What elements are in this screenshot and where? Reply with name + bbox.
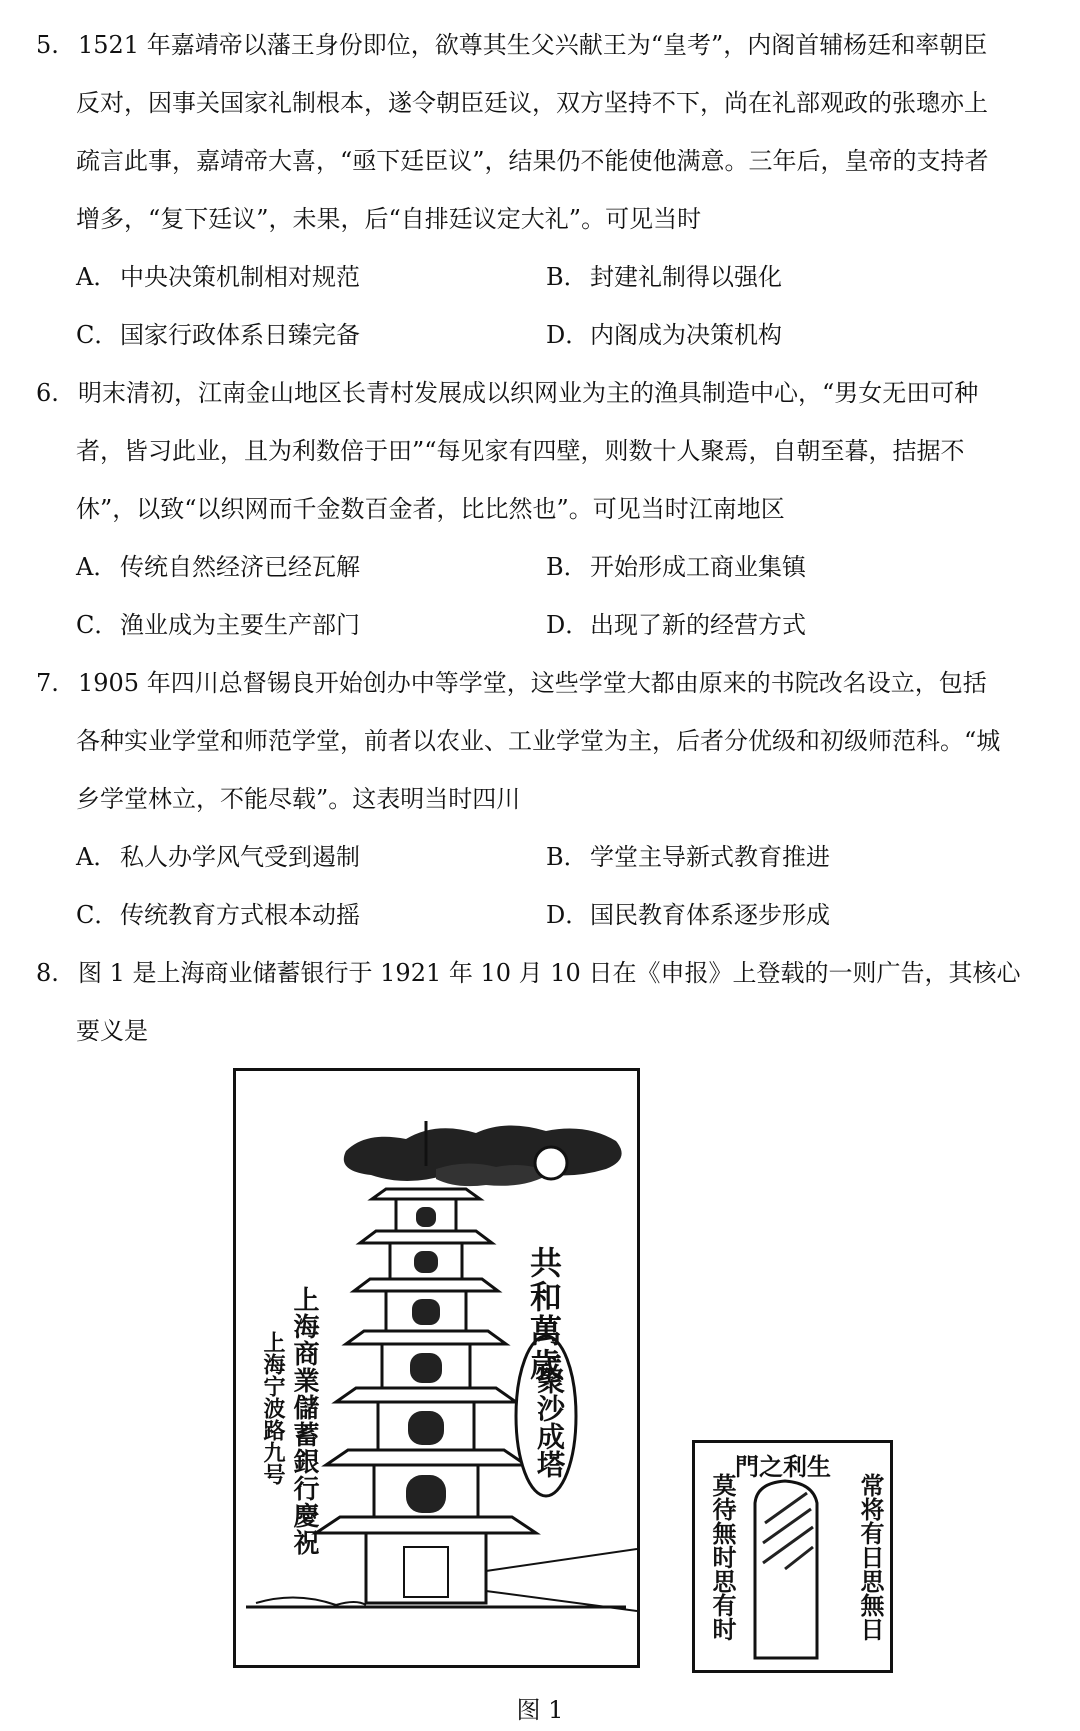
- question-text-line: 增多，“复下廷议”，未果，后“自排廷议定大礼”。可见当时: [76, 205, 702, 233]
- question-number: 6.: [36, 379, 59, 407]
- option-letter: C．: [76, 611, 119, 639]
- inset-left-couplet: 莫待無时思有时: [708, 1473, 737, 1641]
- option-text: 国家行政体系日臻完备: [120, 321, 360, 349]
- option-d[interactable]: [546, 306, 782, 364]
- option-letter: D．: [546, 321, 590, 349]
- option-text: 传统自然经济已经瓦解: [120, 553, 360, 581]
- question-text-line: 乡学堂林立，不能尽载”。这表明当时四川: [76, 785, 521, 813]
- option-letter: B．: [546, 843, 588, 871]
- ad-address: 上海宁波路九号: [260, 1331, 286, 1485]
- option-letter: D．: [546, 901, 590, 929]
- option-text: 开始形成工商业集镇: [590, 553, 806, 581]
- option-text: 私人办学风气受到遏制: [120, 843, 360, 871]
- advertisement-frame: [233, 1068, 640, 1668]
- option-letter: C．: [76, 901, 119, 929]
- ad-slogan: 共和萬歲: [525, 1246, 563, 1382]
- question-number: 7.: [36, 669, 59, 697]
- question-6: [36, 364, 1046, 538]
- ad-oval-text: 聚沙成塔: [533, 1366, 566, 1478]
- option-a[interactable]: [76, 828, 360, 886]
- option-letter: A．: [76, 843, 118, 871]
- question-text-line: 明末清初，江南金山地区长青村发展成以织网业为主的渔具制造中心，“男女无田可种: [78, 379, 979, 407]
- option-text: 中央决策机制相对规范: [120, 263, 360, 291]
- inset-right-couplet: 常将有日思無日: [856, 1473, 885, 1641]
- option-letter: D．: [546, 611, 590, 639]
- question-text-line: 图 1 是上海商业储蓄银行于 1921 年 10 月 10 日在《申报》上登载的一则广告，其核心: [78, 959, 1021, 987]
- question-number: 5.: [36, 31, 59, 59]
- option-letter: A．: [76, 553, 118, 581]
- option-d[interactable]: [546, 596, 806, 654]
- option-b[interactable]: [546, 248, 782, 306]
- figure-caption: 图 1: [516, 1696, 564, 1724]
- option-letter: B．: [546, 263, 588, 291]
- option-c[interactable]: [76, 596, 360, 654]
- question-5: [36, 16, 1046, 248]
- question-text-line: 休”，以致“以织网而千金数百金者，比比然也”。可见当时江南地区: [76, 495, 785, 523]
- option-letter: C．: [76, 321, 119, 349]
- question-text-line: 者，皆习此业，且为利数倍于田”“每见家有四壁，则数十人聚焉，自朝至暮，拮据不: [76, 437, 965, 465]
- option-text: 内阁成为决策机构: [590, 321, 782, 349]
- option-d[interactable]: [546, 886, 830, 944]
- question-text-line: 反对，因事关国家礼制根本，遂令朝臣廷议，双方坚持不下，尚在礼部观政的张璁亦上: [76, 89, 988, 117]
- option-c[interactable]: [76, 306, 360, 364]
- question-text-line: 疏言此事，嘉靖帝大喜，“亟下廷臣议”，结果仍不能使他满意。三年后，皇帝的支持者: [76, 147, 989, 175]
- option-text: 国民教育体系逐步形成: [590, 901, 830, 929]
- option-b[interactable]: [546, 828, 830, 886]
- option-letter: B．: [546, 553, 588, 581]
- question-text-line: 1521 年嘉靖帝以藩王身份即位，欲尊其生父兴献王为“皇考”，内阁首辅杨廷和率朝臣: [78, 31, 988, 59]
- ad-inset-detail: [692, 1440, 893, 1673]
- question-text-line: 要义是: [76, 1017, 148, 1045]
- inset-title: 門之利生: [735, 1452, 831, 1481]
- option-b[interactable]: [546, 538, 806, 596]
- option-c[interactable]: [76, 886, 360, 944]
- question-number: 8.: [36, 959, 59, 987]
- question-7: [36, 654, 1046, 828]
- option-text: 封建礼制得以强化: [590, 263, 782, 291]
- ad-bank-name: 上海商業儲蓄銀行慶祝: [289, 1286, 319, 1556]
- question-text-line: 1905 年四川总督锡良开始创办中等学堂，这些学堂大都由原来的书院改名设立，包括: [78, 669, 987, 697]
- question-8: [36, 944, 1046, 1060]
- option-text: 出现了新的经营方式: [590, 611, 806, 639]
- question-text-line: 各种实业学堂和师范学堂，前者以农业、工业学堂为主，后者分优级和初级师范科。“城: [76, 727, 1001, 755]
- option-a[interactable]: [76, 248, 360, 306]
- option-a[interactable]: [76, 538, 360, 596]
- option-letter: A．: [76, 263, 118, 291]
- option-text: 学堂主导新式教育推进: [590, 843, 830, 871]
- option-text: 渔业成为主要生产部门: [120, 611, 360, 639]
- option-text: 传统教育方式根本动摇: [120, 901, 360, 929]
